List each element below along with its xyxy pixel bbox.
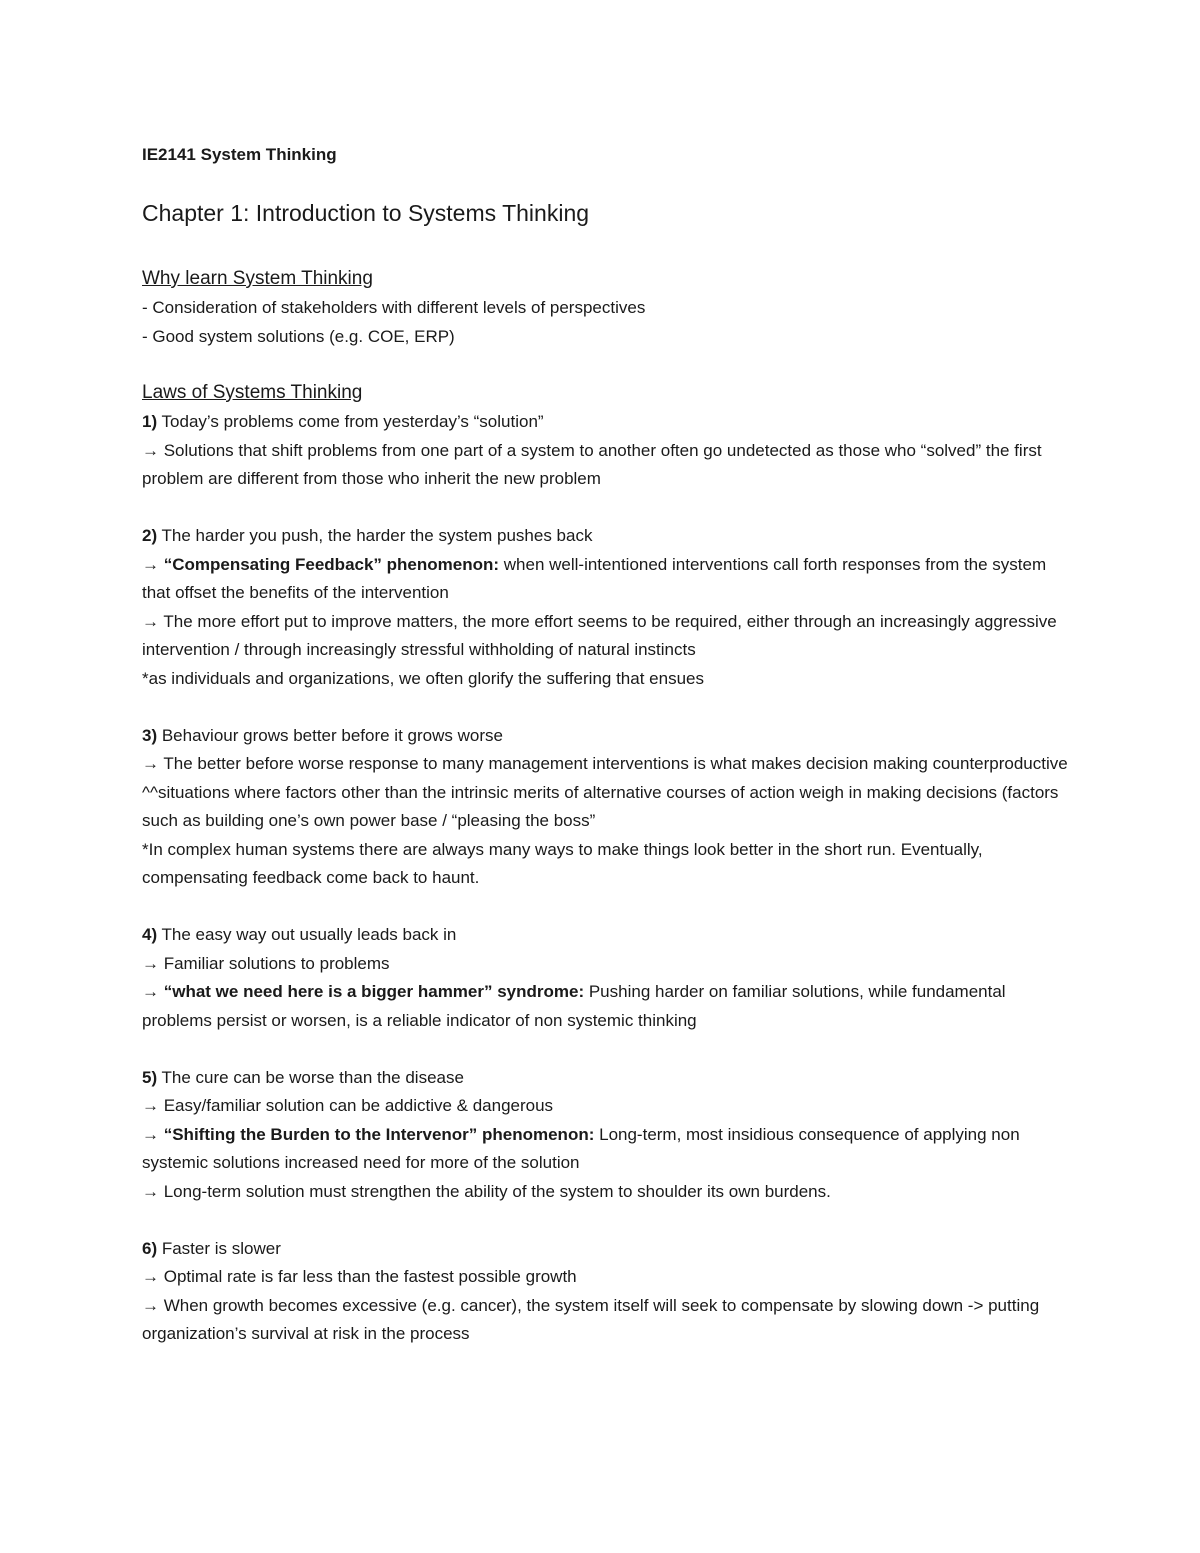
law-title: 4) The easy way out usually leads back in — [142, 925, 457, 944]
arrow-icon: → — [142, 1295, 159, 1315]
law-point: → Easy/familiar solution can be addictive & dangerous — [142, 1096, 554, 1115]
law-number: 5) — [142, 1067, 158, 1087]
law-note: ^^situations where factors other than the intrinsic merits of alternative courses of action weigh in making decisions (factors such as building one’s own power base / “pleasing the boss” — [142, 782, 1059, 830]
law-point: → When growth becomes excessive (e.g. cancer), the system itself will seek to compensate by slowing down -> putting organization’s survival at risk in the process — [142, 1295, 1040, 1343]
document-page — [142, 140, 1072, 1349]
law-point: → Solutions that shift problems from one part of a system to another often go undetected as those who “solved” the first problem are different from those who inherit the new problem — [142, 440, 1042, 488]
law-number: 6) — [142, 1238, 158, 1258]
law-point: → The better before worse response to many management interventions is what makes decision making counterproductive — [142, 754, 1068, 773]
why-heading: Why learn System Thinking — [142, 268, 373, 289]
law-title: 5) The cure can be worse than the disease — [142, 1067, 464, 1087]
laws-heading: Laws of Systems Thinking — [142, 382, 363, 403]
law-point: → Long-term solution must strengthen the ability of the system to shoulder its own burdens. — [142, 1181, 831, 1201]
law-title: 6) Faster is slower — [142, 1238, 281, 1258]
law-3 — [142, 722, 1072, 893]
law-title: 1) Today’s problems come from yesterday’s “solution” — [142, 412, 544, 431]
arrow-icon: → — [142, 754, 159, 773]
law-note: *In complex human systems there are always many ways to make things look better in the short run. Eventually, compensating feedback come back to haunt. — [142, 839, 983, 887]
arrow-icon: → — [142, 953, 159, 973]
arrow-icon: → — [142, 1181, 159, 1201]
law-point: → The more effort put to improve matters, the more effort seems to be required, either through an increasingly aggressive intervention / through increasingly stressful withholding of natural instincts — [142, 611, 1057, 659]
chapter-title: Chapter 1: Introduction to Systems Thinking — [142, 200, 590, 226]
law-4 — [142, 921, 1072, 1035]
law-title: 2) The harder you push, the harder the system pushes back — [142, 526, 593, 545]
arrow-icon: → — [142, 554, 159, 574]
arrow-icon: → — [142, 1096, 159, 1115]
law-1 — [142, 408, 1072, 494]
law-number: 4) — [142, 925, 158, 944]
law-point: → “Shifting the Burden to the Intervenor” phenomenon: Long-term, most insidious consequence of applying non systemic solutions increased need for more of the solution — [142, 1124, 1020, 1172]
law-point: → “Compensating Feedback” phenomenon: when well-intentioned interventions call forth responses from the system that offset the benefits of the intervention — [142, 554, 1047, 602]
law-5 — [142, 1064, 1072, 1207]
law-point: → Familiar solutions to problems — [142, 953, 390, 973]
law-number: 3) — [142, 725, 158, 745]
law-6 — [142, 1235, 1072, 1349]
law-point: → Optimal rate is far less than the fastest possible growth — [142, 1267, 577, 1286]
law-number: 2) — [142, 526, 158, 545]
law-number: 1) — [142, 412, 158, 431]
why-item: - Good system solutions (e.g. COE, ERP) — [142, 326, 455, 346]
law-point: → “what we need here is a bigger hammer” syndrome: Pushing harder on familiar solutions, while fundamental problems persist or worsen, is a reliable indicator of non systemic thinking — [142, 982, 1006, 1030]
arrow-icon: → — [142, 440, 159, 460]
law-title: 3) Behaviour grows better before it grows worse — [142, 725, 503, 745]
arrow-icon: → — [142, 611, 159, 631]
law-2 — [142, 522, 1072, 693]
arrow-icon: → — [142, 1267, 159, 1286]
why-item: - Consideration of stakeholders with different levels of perspectives — [142, 298, 646, 317]
arrow-icon: → — [142, 1124, 159, 1144]
arrow-icon: → — [142, 982, 159, 1001]
law-note: *as individuals and organizations, we often glorify the suffering that ensues — [142, 668, 704, 688]
course-title: IE2141 System Thinking — [142, 145, 337, 164]
